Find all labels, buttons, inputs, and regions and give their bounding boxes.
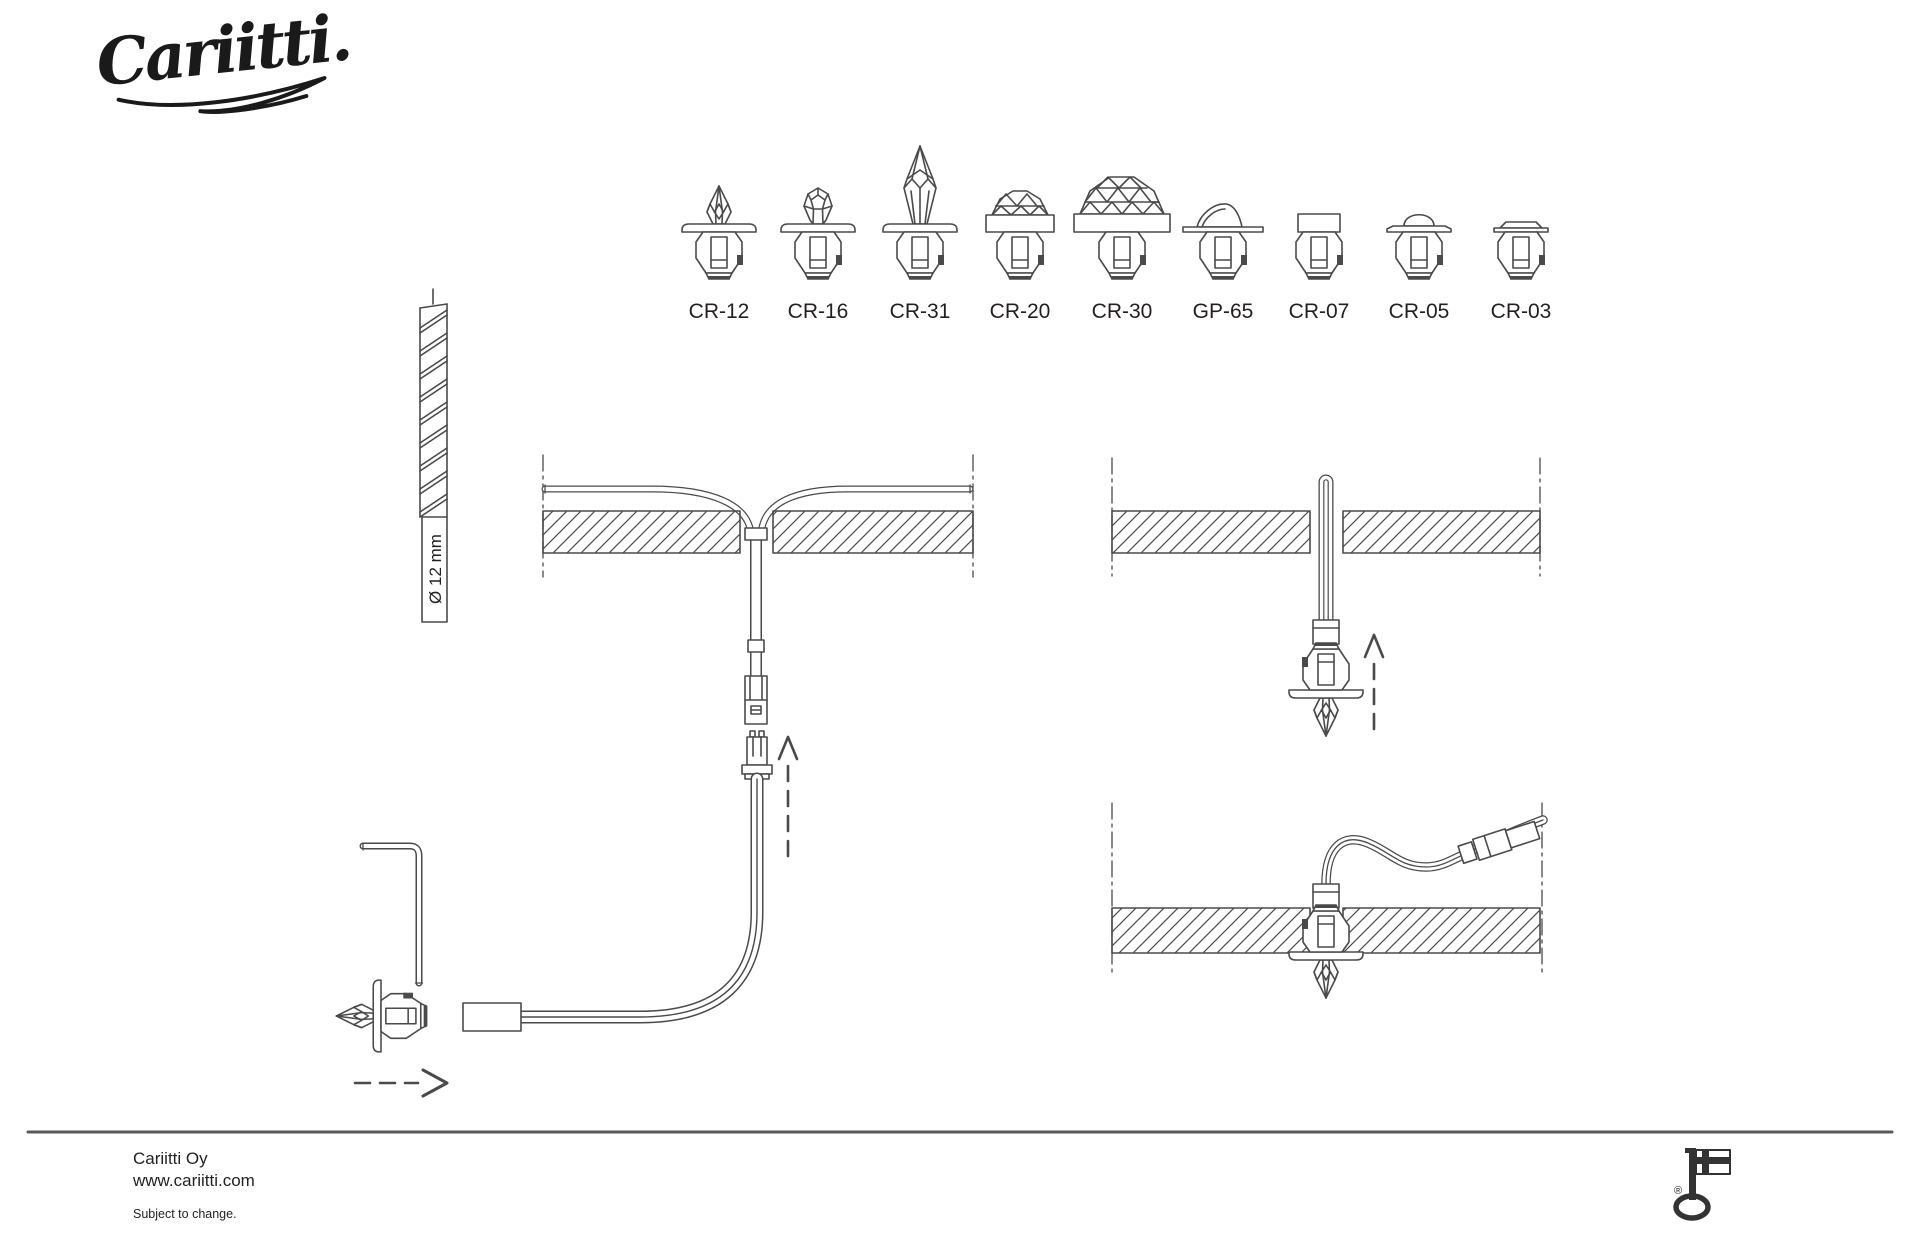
right-upper-diagram [1112, 458, 1540, 736]
fixture-hanging [1289, 643, 1363, 737]
product-cr07-drawing [1296, 214, 1343, 280]
footer [28, 1132, 1892, 1221]
cable-sleeve [1313, 620, 1339, 644]
footer-note: Subject to change. [133, 1207, 237, 1221]
drill-bit [420, 289, 447, 622]
connector-female [745, 676, 767, 724]
center-install-diagram [463, 455, 973, 1031]
cariitti-logo [93, 0, 355, 124]
footer-website[interactable]: www.cariitti.com [133, 1171, 255, 1190]
panel-hatch-right [1343, 908, 1540, 953]
product-label-cr03: CR-03 [1490, 300, 1552, 323]
cariitti-logo-text: Cariitti. [92, 0, 353, 102]
product-label-cr05: CR-05 [1388, 300, 1450, 323]
panel-hatch-left [543, 511, 740, 553]
product-gp65-drawing [1183, 204, 1263, 280]
panel-hatch-right [1343, 511, 1540, 553]
right-lower-diagram [1112, 803, 1543, 998]
install-tool-group [336, 843, 447, 1096]
product-label-cr12: CR-12 [688, 300, 750, 323]
connector-male [742, 731, 772, 779]
allen-key [363, 846, 419, 983]
registered-mark: ® [1674, 1185, 1683, 1197]
product-label-gp65: GP-65 [1192, 300, 1254, 323]
panel-hatch-left [1112, 511, 1310, 553]
panel-hatch-right [773, 511, 973, 553]
product-label-cr20: CR-20 [989, 300, 1051, 323]
product-cr16-drawing [781, 188, 855, 280]
product-label-cr30: CR-30 [1091, 300, 1153, 323]
drill-diameter-label: Ø 12 mm [426, 534, 445, 604]
arrow-up-right [1365, 635, 1383, 730]
product-cr03-drawing [1494, 222, 1548, 280]
footer-company: Cariitti Oy [133, 1149, 208, 1168]
product-cr30-drawing [1074, 177, 1170, 280]
inline-connector-pair [1457, 820, 1540, 866]
finnish-key-flag-icon [1674, 1148, 1730, 1218]
arrow-right-dashed [355, 1070, 447, 1096]
product-cr20-drawing [986, 191, 1054, 280]
product-cr05-drawing [1387, 215, 1451, 280]
product-label-cr31: CR-31 [889, 300, 951, 323]
product-cr31-drawing [883, 146, 957, 280]
projector-connector-block [463, 1003, 521, 1031]
product-label-cr16: CR-16 [787, 300, 849, 323]
product-label-cr07: CR-07 [1288, 300, 1350, 323]
cable-grommet [745, 528, 767, 540]
product-row [682, 146, 1551, 323]
product-cr12-drawing [682, 186, 756, 280]
arrow-up-center [779, 737, 797, 860]
panel-hatch-left [1112, 908, 1310, 953]
cable-joint-sleeve [748, 640, 764, 652]
fixture-sideways [336, 980, 427, 1052]
